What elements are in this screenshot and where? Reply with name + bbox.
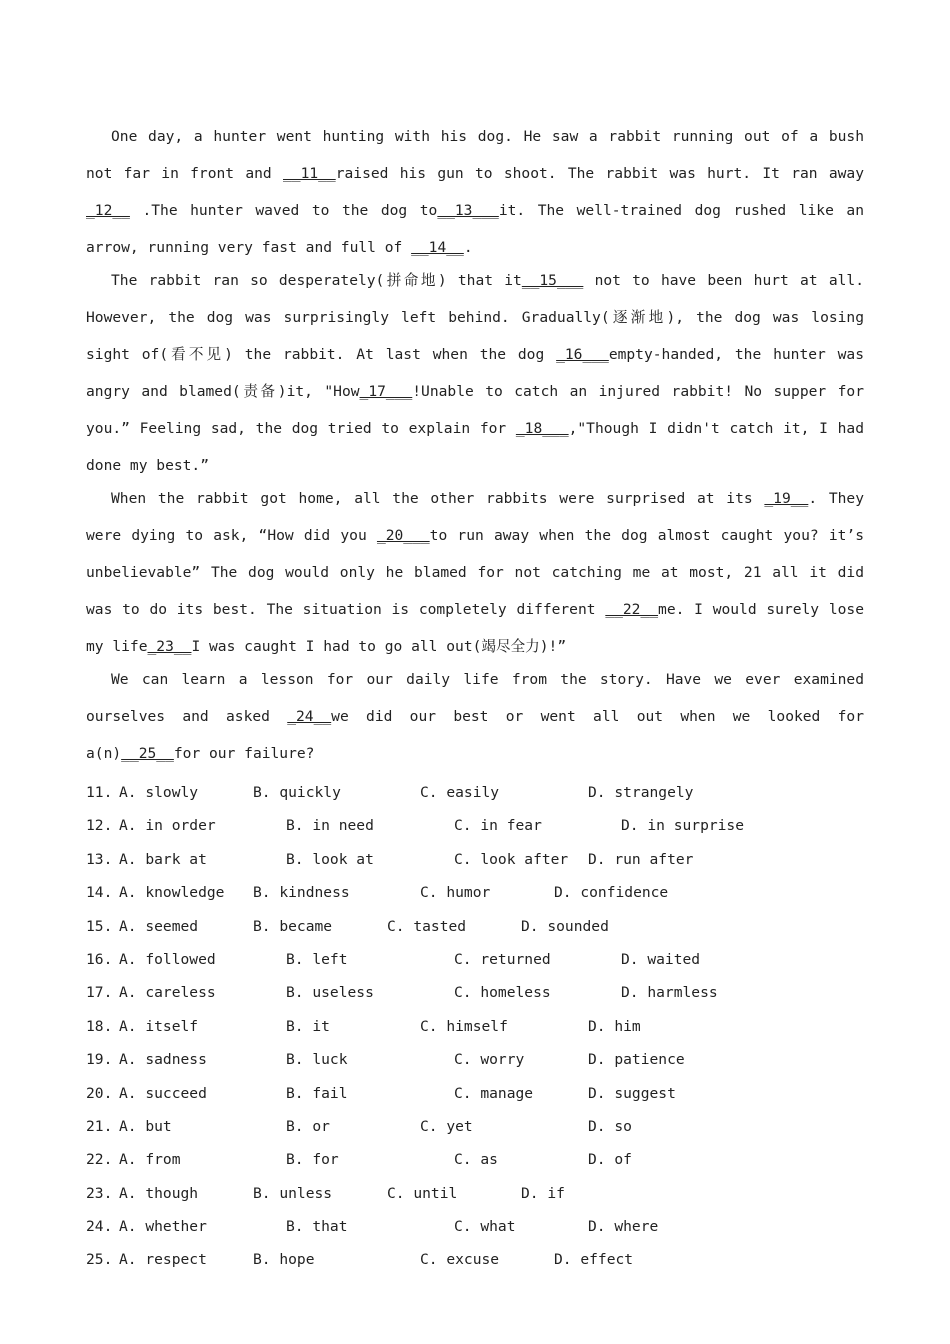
option-d: D. of: [588, 1151, 632, 1169]
answer-blank: _20___: [376, 527, 430, 544]
question-number: 15.: [86, 917, 113, 935]
answer-blank: _12__: [86, 202, 130, 219]
option-b: B. kindness: [253, 884, 350, 902]
option-d: D. waited: [621, 950, 701, 968]
question-row: [86, 1210, 864, 1243]
option-a: A. knowledge: [119, 884, 225, 902]
question-number: 16.: [86, 950, 113, 968]
option-d: D. where: [588, 1218, 659, 1236]
question-number: 22.: [86, 1151, 113, 1169]
option-b: B. in need: [286, 817, 374, 835]
option-a: A. from: [119, 1151, 181, 1169]
passage-text: One day, a hunter went hunting with his dog. He saw a rabbit running out of a bush not far in front and: [86, 128, 864, 182]
option-c: C. himself: [420, 1017, 508, 1035]
answer-blank: _19__: [764, 490, 809, 507]
passage-text: ,"Though I didn't catch it, I had done my best.”: [86, 420, 864, 474]
passage-text: !Unable to catch an injured rabbit! No supper for you.” Feeling sad, the dog tried to explain for: [86, 383, 864, 437]
option-a: A. respect: [119, 1251, 207, 1269]
cloze-passage: [86, 118, 864, 772]
paragraph-1: [86, 118, 864, 266]
passage-text: The rabbit ran so desperately(拼命地) that it: [111, 272, 522, 289]
question-row: [86, 943, 864, 976]
option-b: B. luck: [286, 1051, 348, 1069]
passage-text: . They were dying to ask, “How did you: [86, 490, 864, 544]
option-c: C. returned: [454, 950, 551, 968]
option-c: C. humor: [420, 884, 491, 902]
question-row: [86, 876, 864, 909]
passage-text: raised his gun to shoot. The rabbit was hurt. It ran away: [335, 165, 864, 182]
option-c: C. homeless: [454, 984, 551, 1002]
option-c: C. in fear: [454, 817, 542, 835]
option-d: D. run after: [588, 850, 694, 868]
option-d: D. if: [521, 1184, 565, 1202]
passage-text: I was caught I had to go all out(竭尽全力)!”: [191, 638, 567, 655]
passage-text: When the rabbit got home, all the other rabbits were surprised at its: [111, 490, 765, 507]
answer-blank: _23__: [147, 638, 192, 655]
option-c: C. worry: [454, 1051, 525, 1069]
paragraph-2: [86, 262, 864, 484]
question-row: [86, 976, 864, 1009]
answer-blank: __14__: [411, 239, 464, 256]
answer-blank: _17___: [359, 383, 413, 400]
question-number: 23.: [86, 1184, 113, 1202]
passage-text: for our failure?: [173, 745, 315, 762]
option-d: D. harmless: [621, 984, 718, 1002]
option-a: A. sadness: [119, 1051, 207, 1069]
option-c: C. manage: [454, 1084, 534, 1102]
option-b: B. became: [253, 917, 333, 935]
passage-text: not to have been hurt at all. However, the dog was surprisingly left behind. Gradually(逐渐地), the dog was losing sight of(看不见) the rabbit. At last when the dog: [86, 272, 864, 363]
option-b: B. look at: [286, 850, 374, 868]
option-a: A. whether: [119, 1218, 207, 1236]
question-row: [86, 1143, 864, 1176]
question-row: [86, 1110, 864, 1143]
answer-blank: __11__: [283, 165, 336, 182]
option-d: D. him: [588, 1017, 641, 1035]
option-b: B. quickly: [253, 784, 341, 801]
question-number: 14.: [86, 884, 113, 902]
passage-text: we did our best or went all out when we looked for a(n): [86, 708, 864, 762]
question-row: [86, 1177, 864, 1210]
option-b: B. or: [286, 1117, 330, 1135]
option-d: D. patience: [588, 1051, 685, 1069]
option-b: B. left: [286, 950, 348, 968]
question-number: 21.: [86, 1117, 113, 1135]
answer-blank: _18___: [515, 420, 569, 437]
option-a: A. followed: [119, 950, 216, 968]
option-d: D. sounded: [521, 917, 609, 935]
answer-options: [86, 776, 864, 1277]
option-d: D. confidence: [554, 884, 669, 902]
option-d: D. so: [588, 1117, 632, 1135]
option-c: C. tasted: [387, 917, 467, 935]
passage-text: me. I would surely lose my life: [86, 601, 864, 655]
answer-blank: __15___: [521, 272, 584, 289]
question-row: [86, 1077, 864, 1110]
option-a: A. succeed: [119, 1084, 207, 1102]
question-number: 17.: [86, 984, 113, 1002]
option-b: B. hope: [253, 1251, 315, 1269]
question-row: [86, 776, 864, 809]
option-d: D. effect: [554, 1251, 634, 1269]
answer-blank: _24__: [287, 708, 332, 725]
option-d: D. suggest: [588, 1084, 676, 1102]
question-number: 11.: [86, 784, 113, 801]
passage-text: to run away when the dog almost caught you? it’s unbelievable” The dog would only he blamed for not catching me at most, 21 all it did was to do its best. The situation is completely different: [86, 527, 864, 618]
question-number: 24.: [86, 1218, 113, 1236]
option-c: C. yet: [420, 1117, 473, 1135]
question-row: [86, 1243, 864, 1276]
question-number: 25.: [86, 1251, 113, 1269]
answer-blank: _16___: [556, 346, 609, 363]
option-b: B. useless: [286, 984, 374, 1002]
option-a: A. seemed: [119, 917, 199, 935]
option-b: B. that: [286, 1218, 348, 1236]
answer-blank: __13___: [437, 202, 499, 219]
question-row: [86, 910, 864, 943]
question-number: 18.: [86, 1017, 113, 1035]
option-d: D. in surprise: [621, 817, 745, 835]
question-row: [86, 1043, 864, 1076]
question-row: [86, 1010, 864, 1043]
worksheet-page: [86, 118, 864, 1277]
option-a: A. but: [119, 1117, 172, 1135]
option-a: A. bark at: [119, 850, 207, 868]
question-number: 12.: [86, 817, 113, 835]
option-a: A. in order: [119, 817, 216, 835]
passage-text: empty-handed, the hunter was angry and blamed(责备)it, "How: [86, 346, 865, 400]
passage-text: it. The well-trained dog rushed like an arrow, running very fast and full of: [86, 202, 864, 256]
option-c: C. look after: [454, 850, 569, 868]
option-a: A. itself: [119, 1017, 199, 1035]
option-b: B. unless: [253, 1184, 333, 1202]
option-b: B. fail: [286, 1084, 348, 1102]
option-c: C. as: [454, 1151, 498, 1169]
option-c: C. easily: [420, 784, 500, 801]
option-c: C. excuse: [420, 1251, 500, 1269]
option-a: A. though: [119, 1184, 199, 1202]
answer-blank: __25__: [121, 745, 174, 762]
passage-text: .The hunter waved to the dog to: [129, 202, 438, 219]
question-number: 13.: [86, 850, 113, 868]
option-a: A. slowly: [119, 784, 199, 801]
option-b: B. it: [286, 1017, 330, 1035]
answer-blank: __22__: [605, 601, 659, 618]
question-number: 19.: [86, 1051, 113, 1069]
option-c: C. what: [454, 1218, 516, 1236]
option-d: D. strangely: [588, 784, 694, 801]
passage-text: .: [463, 239, 473, 256]
option-b: B. for: [286, 1151, 339, 1169]
paragraph-4: [86, 661, 864, 772]
option-a: A. careless: [119, 984, 216, 1002]
question-row: [86, 843, 864, 876]
question-row: [86, 809, 864, 842]
passage-text: We can learn a lesson for our daily life from the story. Have we ever examined ourselves and asked: [86, 671, 864, 725]
question-number: 20.: [86, 1084, 113, 1102]
paragraph-3: [86, 480, 864, 665]
option-c: C. until: [387, 1184, 458, 1202]
